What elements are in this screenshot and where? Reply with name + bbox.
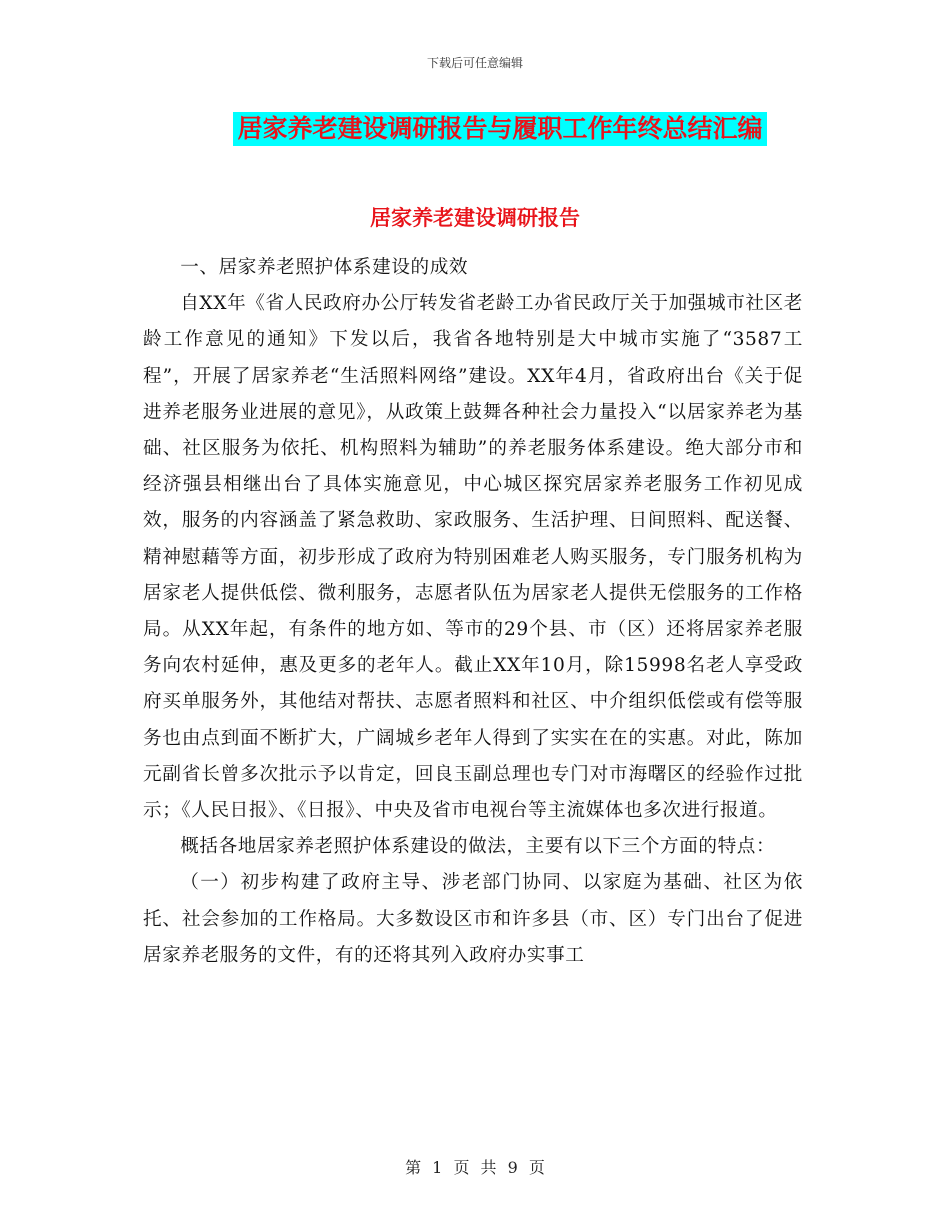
body-paragraph: （一）初步构建了政府主导、涉老部门协同、以家庭为基础、社区为依托、社会参加的工作格局。大多数设区市和许多县（市、区）专门出台了促进居家养老服务的文件，有的还将其列入政府办实事工 [143,872,803,966]
body-paragraph: 自XX年《省人民政府办公厅转发省老龄工办省民政厅关于加强城市社区老龄工作意见的通知》下发以后，我省各地特别是大中城市实施了“3587工程”，开展了居家养老“生活照料网络”建设。XX年4月，省政府出台《关于促进养老服务业进展的意见》，从政策上鼓舞各种社会力量投入“以居家养老为基础、社区服务为依托、机构照料为辅助”的养老服务体系建设。绝大部分市和经济强县相继出台了具体实施意见，中心城区探究居家养老服务工作初见成效，服务的内容涵盖了紧急救助、家政服务、生活护理、日间照料、配送餐、精神慰藉等方面，初步形成了政府为特别困难老人购买服务，专门服务机构为居家老人提供低偿、微利服务，志愿者队伍为居家老人提供无偿服务的工作格局。从XX年起，有条件的地方如、等市的29个县、市（区）还将居家养老服务向农村延伸，惠及更多的老年人。截止XX年10月，除15998名老人享受政府买单服务外，其他结对帮扶、志愿者照料和社区、中介组织低偿或有偿等服务也由点到面不断扩大，广阔城乡老年人得到了实实在在的实惠。对此，陈加元副省长曾多次批示予以肯定，回良玉副总理也专门对市海曙区的经验作过批示；《人民日报》、《日报》、中央及省市电视台等主流媒体也多次进行报道。 [143,293,803,822]
body-paragraph: 概括各地居家养老照护体系建设的做法，主要有以下三个方面的特点： [180,836,776,858]
page-number-footer: 第 1 页 共 9 页 [405,1158,545,1177]
page-header-note: 下载后可任意编辑 [426,56,523,70]
main-title-container [0,112,950,146]
document-main-title: 居家养老建设调研报告与履职工作年终总结汇编 [233,112,766,146]
document-body [143,250,803,974]
section-heading: 一、居家养老照护体系建设的成效 [180,257,469,278]
document-sub-title: 居家养老建设调研报告 [370,206,580,230]
